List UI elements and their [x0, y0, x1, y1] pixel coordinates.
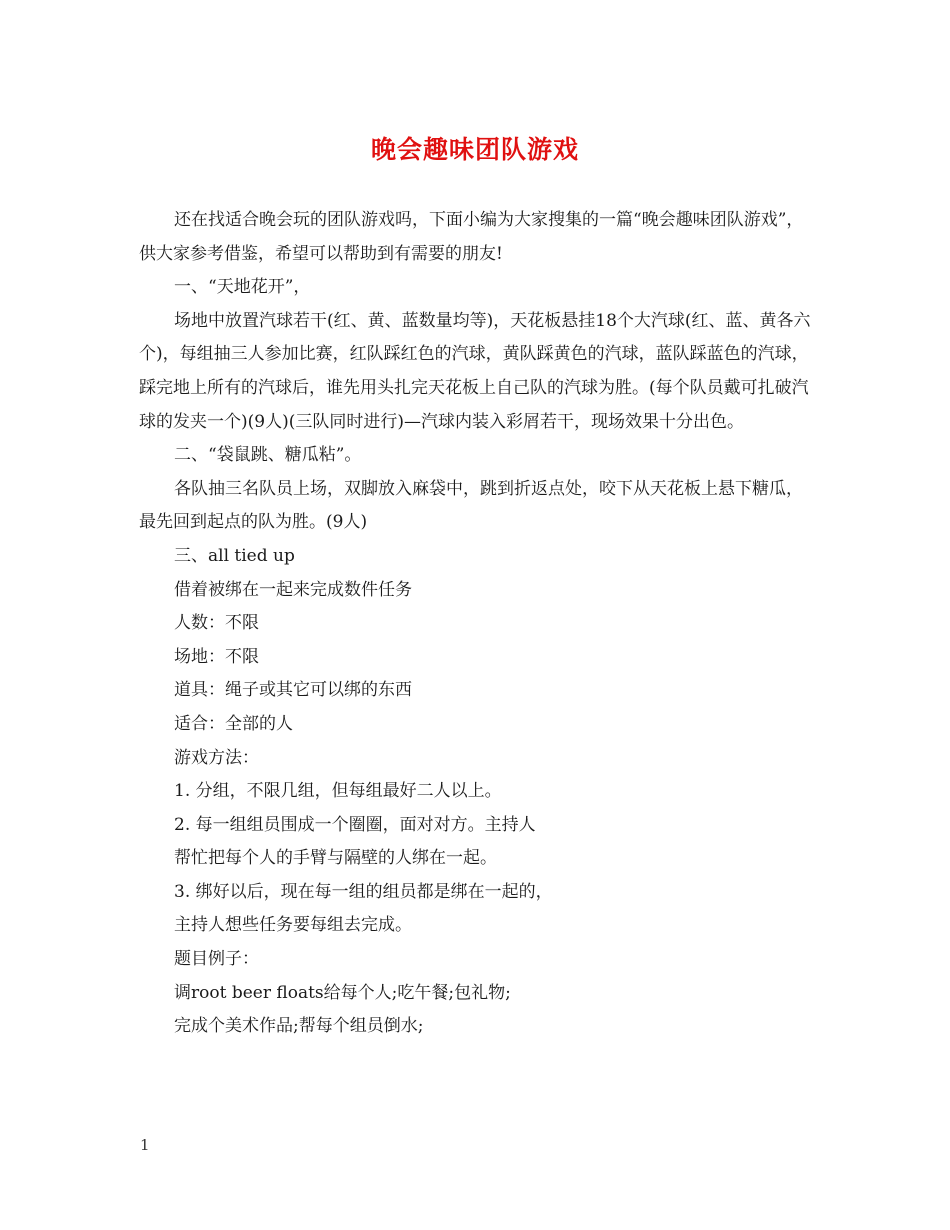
- section-heading: 二、“袋鼠跳、糖瓜粘”。: [174, 445, 362, 466]
- list-item: 题目例子：: [174, 949, 259, 970]
- list-item: 主持人想些任务要每组去完成。: [174, 915, 412, 936]
- list-item: 调root beer floats给每个人;吃午餐;包礼物;: [174, 982, 511, 1003]
- list-item: 借着被绑在一起来完成数件任务: [174, 579, 412, 600]
- list-item: 2. 每一组组员围成一个圈圈，面对对方。主持人: [174, 814, 536, 835]
- list-item: 1. 分组，不限几组，但每组最好二人以上。: [174, 781, 502, 802]
- list-item: 人数：不限: [174, 613, 259, 634]
- paragraph: 场地中放置汽球若干(红、黄、蓝数量均等)，天花板悬挂18个大汽球(红、蓝、黄各六个)，每组抽三人参加比赛，红队踩红色的汽球，黄队踩黄色的汽球，蓝队踩蓝色的汽球，踩完地上所有的汽球后，谁先用头扎完天花板上自己队的汽球为胜。(每个队员戴可扎破汽球的发夹一个)(9人)(三队同时进行)—汽球内装入彩屑若干，现场效果十分出色。: [139, 310, 811, 432]
- page-title: 晚会趣味团队游戏: [370, 135, 579, 164]
- page-number: 1: [140, 1136, 150, 1154]
- section-heading: 一、“天地花开”，: [174, 277, 311, 298]
- list-item: 游戏方法：: [174, 747, 259, 768]
- section-heading: 三、all tied up: [174, 545, 295, 566]
- list-item: 帮忙把每个人的手臂与隔壁的人绑在一起。: [174, 848, 497, 869]
- list-item: 完成个美术作品;帮每个组员倒水;: [174, 1016, 424, 1037]
- paragraph: 各队抽三名队员上场，双脚放入麻袋中，跳到折返点处，咬下从天花板上悬下糖瓜，最先回到起点的队为胜。(9人): [139, 478, 803, 533]
- list-item: 道具：绳子或其它可以绑的东西: [174, 680, 412, 701]
- document-body: [139, 204, 819, 1044]
- list-item: 场地：不限: [174, 646, 259, 667]
- list-item: 适合：全部的人: [174, 713, 293, 734]
- list-item: 3. 绑好以后，现在每一组的组员都是绑在一起的，: [174, 881, 553, 902]
- paragraph: 还在找适合晚会玩的团队游戏吗，下面小编为大家搜集的一篇“晚会趣味团队游戏”，供大家参考借鉴，希望可以帮助到有需要的朋友!: [139, 210, 804, 264]
